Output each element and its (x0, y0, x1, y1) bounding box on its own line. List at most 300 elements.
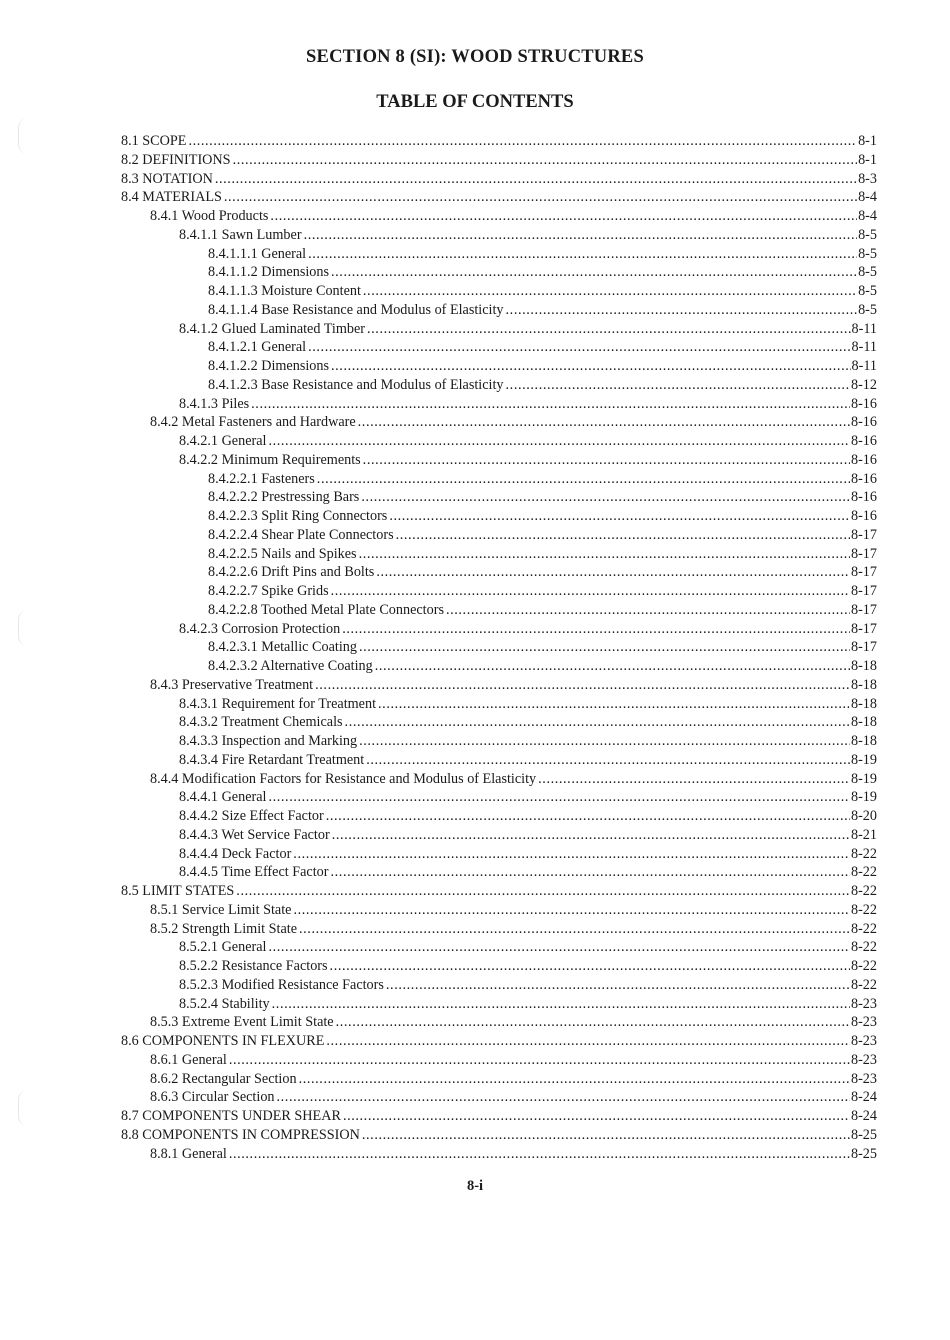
toc-entry[interactable] (121, 320, 877, 339)
toc-entry[interactable] (121, 151, 877, 170)
toc-entry-title (121, 657, 375, 676)
toc-entry-page: 8-23 (850, 995, 877, 1012)
dot-leader (363, 282, 857, 301)
toc-entry-label: LIMIT STATES (142, 883, 235, 899)
toc-entry[interactable] (121, 1126, 877, 1145)
dot-leader (326, 807, 850, 826)
toc-entry-title (121, 507, 389, 526)
toc-entry-number: 8.4.3 (150, 676, 179, 693)
dot-leader (326, 1032, 850, 1051)
toc-entry-label: General (181, 1051, 227, 1068)
toc-entry-label: General (221, 433, 267, 449)
toc-entry-number: 8.6 (121, 1033, 139, 1049)
toc-entry-number: 8.4.2.2.2 (208, 489, 258, 506)
toc-entry-number: 8.4.2.2.8 (208, 601, 258, 618)
toc-entry-number: 8.4.2.2.7 (208, 583, 258, 599)
toc-entry-page: 8-19 (850, 770, 877, 787)
dot-leader (224, 188, 857, 207)
toc-entry[interactable] (121, 1070, 877, 1089)
toc-entry-page: 8-22 (850, 920, 877, 937)
toc-entry[interactable] (121, 751, 877, 770)
toc-entry-label: COMPONENTS IN COMPRESSION (142, 1126, 360, 1143)
dot-leader (506, 301, 858, 320)
toc-entry-page: 8-19 (850, 789, 877, 806)
toc-entry[interactable] (121, 413, 877, 432)
toc-entry[interactable] (121, 638, 877, 657)
toc-entry-title (121, 901, 293, 920)
toc-entry[interactable] (121, 432, 877, 451)
toc-entry-number: 8.5.2.2 (179, 958, 219, 974)
toc-entry-title (121, 807, 326, 826)
toc-entry-label: Metal Fasteners and Hardware (181, 414, 356, 431)
toc-entry-title (121, 788, 268, 807)
toc-entry-page: 8-17 (850, 620, 877, 637)
toc-entry-number: 8.5.1 (150, 901, 179, 918)
toc-entry[interactable] (121, 563, 877, 582)
toc-entry[interactable] (121, 938, 877, 957)
toc-entry-number: 8.4.1 (150, 208, 179, 224)
toc-entry-title (121, 713, 345, 732)
dot-leader (293, 845, 850, 864)
toc-entry-label: Dimensions (261, 264, 329, 281)
toc-entry-label: NOTATION (142, 170, 213, 187)
toc-entry-label: Stability (221, 995, 270, 1012)
toc-entry-title (121, 338, 308, 357)
toc-entry[interactable] (121, 226, 877, 245)
dot-leader (251, 395, 850, 414)
toc-entry-title (121, 751, 366, 770)
toc-entry-label: COMPONENTS UNDER SHEAR (142, 1108, 341, 1124)
toc-entry-title (121, 301, 506, 320)
dot-leader (375, 657, 850, 676)
toc-entry-page: 8-24 (850, 1108, 877, 1124)
dot-leader (268, 938, 850, 957)
toc-entry-page: 8-20 (850, 808, 877, 824)
toc-entry-number: 8.5.2.3 (179, 976, 219, 993)
toc-entry-number: 8.4.3.1 (179, 695, 219, 712)
toc-entry-label: Deck Factor (221, 845, 292, 862)
toc-entry-number: 8.3 (121, 170, 139, 187)
toc-entry[interactable] (121, 620, 877, 639)
toc-entry-label: Extreme Event Limit State (181, 1014, 334, 1031)
toc-entry-page: 8-4 (858, 208, 877, 224)
toc-entry-number: 8.4.2.2.1 (208, 470, 258, 487)
toc-entry-page: 8-22 (850, 901, 877, 918)
dot-leader (331, 582, 850, 601)
toc-entry-page: 8-22 (850, 976, 877, 993)
toc-title: TABLE OF CONTENTS (376, 92, 574, 112)
toc-entry-label: Rectangular Section (181, 1070, 297, 1087)
toc-entry[interactable] (121, 282, 877, 301)
toc-entry-page: 8-18 (850, 695, 877, 712)
toc-entry-number: 8.6.1 (150, 1051, 179, 1068)
dot-leader (272, 995, 850, 1014)
toc-entry-page: 8-16 (850, 470, 877, 487)
toc-entry-title (121, 582, 331, 601)
toc-entry[interactable] (121, 470, 877, 489)
toc-entry-page: 8-22 (850, 939, 877, 956)
toc-entry[interactable] (121, 132, 877, 151)
toc-entry[interactable] (121, 1145, 877, 1164)
toc-entry-title (121, 863, 331, 882)
dot-leader (299, 920, 850, 939)
toc-entry[interactable] (121, 451, 877, 470)
dot-leader (270, 207, 857, 226)
toc-entry[interactable] (121, 807, 877, 826)
toc-entry-page: 8-21 (850, 826, 877, 843)
toc-entry-title (121, 1126, 362, 1145)
dot-leader (358, 413, 850, 432)
toc-entry-label: General (221, 789, 267, 806)
toc-entry-page: 8-16 (850, 414, 877, 431)
toc-entry-page: 8-11 (851, 358, 877, 374)
toc-entry-label: Base Resistance and Modulus of Elasticity (261, 301, 504, 318)
toc-entry[interactable] (121, 170, 877, 189)
toc-entry-title (121, 845, 293, 864)
toc-entry[interactable] (121, 207, 877, 226)
toc-entry-title (121, 488, 361, 507)
toc-entry-number: 8.4.3.4 (179, 751, 219, 768)
dot-leader (304, 226, 858, 245)
toc-entry[interactable] (121, 957, 877, 976)
toc-entry[interactable] (121, 732, 877, 751)
dot-leader (336, 1013, 850, 1032)
toc-entry-number: 8.4.2.1 (179, 433, 219, 449)
toc-entry-number: 8.4.4.4 (179, 845, 219, 862)
toc-entry-number: 8.7 (121, 1108, 139, 1124)
dot-leader (389, 507, 850, 526)
toc-entry-page: 8-24 (850, 1089, 877, 1106)
toc-entry-title (121, 1145, 229, 1164)
dot-leader (308, 338, 850, 357)
dot-leader (345, 713, 850, 732)
toc-entry-title (121, 432, 268, 451)
toc-entry-number: 8.5.2 (150, 920, 179, 937)
toc-entry-page: 8-25 (850, 1145, 877, 1162)
toc-entry-label: Sawn Lumber (221, 226, 302, 243)
toc-entry[interactable] (121, 545, 877, 564)
toc-entry[interactable] (121, 788, 877, 807)
dot-leader (332, 826, 850, 845)
table-of-contents (121, 132, 877, 1163)
toc-entry-label: Base Resistance and Modulus of Elasticity (261, 376, 504, 393)
toc-entry-title (121, 207, 270, 226)
toc-entry-page: 8-16 (850, 433, 877, 449)
toc-entry-title (121, 882, 236, 901)
toc-entry-page: 8-3 (858, 170, 877, 187)
toc-entry[interactable] (121, 1051, 877, 1070)
toc-entry-label: Wet Service Factor (221, 826, 330, 843)
toc-entry[interactable] (121, 976, 877, 995)
toc-entry-number: 8.4.1.2 (179, 320, 219, 337)
toc-entry-label: Glued Laminated Timber (221, 320, 365, 337)
toc-entry[interactable] (121, 770, 877, 789)
toc-entry[interactable] (121, 507, 877, 526)
toc-entry[interactable] (121, 1032, 877, 1051)
toc-entry-page: 8-17 (850, 639, 877, 656)
toc-entry-number: 8.6.3 (150, 1089, 179, 1106)
scan-artifact (18, 610, 29, 646)
toc-entry-title (121, 1088, 277, 1107)
dot-leader (359, 732, 850, 751)
toc-entry-number: 8.4.2.2.5 (208, 545, 258, 562)
toc-entry-page: 8-16 (850, 395, 877, 412)
dot-leader (446, 601, 850, 620)
toc-entry-number: 8.4.1.1 (179, 226, 219, 243)
toc-entry-page: 8-22 (850, 864, 877, 881)
toc-entry-number: 8.6.2 (150, 1070, 179, 1087)
dot-leader (188, 132, 857, 151)
toc-entry-label: Split Ring Connectors (261, 508, 388, 524)
toc-entry-page: 8-5 (858, 245, 877, 262)
toc-entry[interactable] (121, 901, 877, 920)
toc-entry-title (121, 245, 308, 264)
dot-leader (378, 695, 850, 714)
toc-entry-label: Drift Pins and Bolts (261, 564, 375, 581)
toc-entry-title (121, 638, 359, 657)
toc-entry-number: 8.4.2.3 (179, 620, 219, 637)
toc-entry-number: 8.4.3.2 (179, 714, 219, 731)
toc-entry-label: Moisture Content (261, 283, 361, 299)
toc-entry-page: 8-19 (850, 751, 877, 768)
toc-entry[interactable] (121, 301, 877, 320)
toc-entry-label: General (261, 245, 307, 262)
toc-entry-page: 8-22 (850, 958, 877, 974)
toc-entry-label: Wood Products (181, 208, 269, 224)
toc-entry-page: 8-11 (851, 320, 877, 337)
toc-entry-title (121, 676, 315, 695)
toc-entry-title (121, 282, 363, 301)
toc-entry-number: 8.5.3 (150, 1014, 179, 1031)
toc-entry-title (121, 770, 538, 789)
toc-entry-number: 8.4.2.2.4 (208, 526, 258, 543)
toc-entry-number: 8.4.1.2.2 (208, 358, 258, 374)
toc-entry-number: 8.5.2.4 (179, 995, 219, 1012)
toc-entry[interactable] (121, 882, 877, 901)
dot-leader (233, 151, 858, 170)
toc-entry-number: 8.4.1.1.4 (208, 301, 258, 318)
toc-entry-title (121, 695, 378, 714)
toc-entry-page: 8-5 (858, 226, 877, 243)
toc-entry-label: Alternative Coating (260, 658, 373, 674)
toc-entry[interactable] (121, 676, 877, 695)
toc-entry-label: SCOPE (142, 133, 187, 149)
toc-entry[interactable] (121, 188, 877, 207)
toc-entry-page: 8-17 (850, 526, 877, 543)
toc-entry-label: Shear Plate Connectors (261, 526, 394, 543)
toc-entry[interactable] (121, 713, 877, 732)
toc-entry-title (121, 1070, 299, 1089)
toc-entry[interactable] (121, 1013, 877, 1032)
toc-entry-page: 8-22 (850, 883, 877, 899)
toc-entry-title (121, 957, 330, 976)
toc-entry-page: 8-16 (850, 451, 877, 468)
toc-entry-number: 8.4.3.3 (179, 733, 219, 749)
dot-leader (215, 170, 857, 189)
toc-entry-title (121, 451, 363, 470)
toc-entry[interactable] (121, 995, 877, 1014)
toc-entry-label: Requirement for Treatment (221, 695, 377, 712)
dot-leader (331, 263, 857, 282)
dot-leader (330, 957, 850, 976)
toc-entry[interactable] (121, 1107, 877, 1126)
toc-entry[interactable] (121, 338, 877, 357)
toc-entry-label: Minimum Requirements (221, 451, 361, 468)
toc-entry-page: 8-18 (850, 658, 877, 674)
toc-entry-page: 8-23 (850, 1070, 877, 1087)
dot-leader (331, 357, 851, 376)
dot-leader (229, 1051, 850, 1070)
toc-entry-label: Inspection and Marking (221, 733, 358, 749)
dot-leader (506, 376, 850, 395)
toc-entry-label: Modification Factors for Resistance and Modulus of Elasticity (181, 770, 537, 787)
toc-entry-number: 8.1 (121, 133, 139, 149)
toc-entry-label: Nails and Spikes (261, 545, 357, 562)
toc-entry-label: General (181, 1145, 227, 1162)
toc-entry-label: Circular Section (181, 1089, 275, 1106)
toc-entry-label: Strength Limit State (181, 920, 297, 937)
toc-entry-label: General (261, 339, 307, 356)
toc-entry[interactable] (121, 245, 877, 264)
toc-entry-title (121, 188, 224, 207)
toc-entry-number: 8.4.2.3.1 (208, 639, 258, 656)
toc-entry[interactable] (121, 826, 877, 845)
section-title: SECTION 8 (SI): WOOD STRUCTURES (306, 47, 644, 67)
toc-entry-page: 8-11 (851, 339, 877, 356)
dot-leader (293, 901, 850, 920)
toc-entry[interactable] (121, 263, 877, 282)
toc-entry[interactable] (121, 526, 877, 545)
toc-entry-title (121, 320, 367, 339)
toc-entry-page: 8-4 (858, 189, 877, 206)
toc-entry-page: 8-17 (850, 583, 877, 599)
toc-entry-label: Time Effect Factor (221, 864, 329, 881)
toc-entry[interactable] (121, 863, 877, 882)
toc-entry-page: 8-1 (858, 151, 877, 168)
toc-entry-title (121, 151, 233, 170)
toc-entry-number: 8.5 (121, 883, 139, 899)
toc-entry[interactable] (121, 376, 877, 395)
toc-entry-label: MATERIALS (142, 189, 222, 206)
toc-entry-page: 8-17 (850, 545, 877, 562)
dot-leader (359, 545, 850, 564)
toc-entry-number: 8.4.2.2.6 (208, 564, 258, 581)
toc-entry[interactable] (121, 357, 877, 376)
toc-entry-page: 8-18 (850, 733, 877, 749)
toc-entry-page: 8-18 (850, 714, 877, 731)
toc-entry-label: COMPONENTS IN FLEXURE (142, 1033, 325, 1049)
toc-entry-label: Modified Resistance Factors (221, 976, 384, 993)
toc-entry-number: 8.4.1.3 (179, 395, 219, 412)
toc-entry-number: 8.4.1.2.1 (208, 339, 258, 356)
toc-entry-title (121, 938, 268, 957)
toc-entry-page: 8-12 (850, 376, 877, 393)
toc-entry-label: Prestressing Bars (261, 489, 360, 506)
toc-entry[interactable] (121, 601, 877, 620)
dot-leader (361, 488, 850, 507)
dot-leader (277, 1088, 850, 1107)
toc-entry-title (121, 395, 251, 414)
toc-entry-page: 8-5 (858, 283, 877, 299)
dot-leader (343, 1107, 850, 1126)
toc-entry-number: 8.2 (121, 151, 139, 168)
toc-entry[interactable] (121, 695, 877, 714)
scan-artifact (18, 118, 29, 154)
dot-leader (538, 770, 850, 789)
toc-entry-title (121, 1013, 336, 1032)
toc-entry-label: Piles (221, 395, 250, 412)
scan-artifact (18, 1090, 29, 1126)
toc-entry-title (121, 526, 396, 545)
toc-entry-label: Resistance Factors (221, 958, 328, 974)
toc-entry-title (121, 170, 215, 189)
toc-entry-number: 8.8.1 (150, 1145, 179, 1162)
toc-entry-label: Toothed Metal Plate Connectors (260, 601, 444, 618)
dot-leader (386, 976, 850, 995)
toc-entry-label: Fasteners (261, 470, 315, 487)
toc-entry-title (121, 920, 299, 939)
dot-leader (268, 788, 850, 807)
toc-entry-page: 8-17 (850, 601, 877, 618)
toc-entry-title (121, 1051, 229, 1070)
dot-leader (299, 1070, 850, 1089)
toc-entry-title (121, 976, 386, 995)
dot-leader (376, 563, 850, 582)
toc-entry-number: 8.4 (121, 189, 139, 206)
toc-entry-title (121, 563, 376, 582)
toc-entry-label: Preservative Treatment (181, 676, 314, 693)
toc-entry-title (121, 263, 331, 282)
toc-entry[interactable] (121, 657, 877, 676)
toc-entry-number: 8.4.1.1.1 (208, 245, 258, 262)
toc-entry-number: 8.8 (121, 1126, 139, 1143)
toc-entry-page: 8-22 (850, 845, 877, 862)
toc-entry-page: 8-25 (850, 1126, 877, 1143)
dot-leader (268, 432, 850, 451)
dot-leader (396, 526, 850, 545)
toc-entry-title (121, 226, 304, 245)
toc-entry-label: General (221, 939, 267, 956)
toc-entry-title (121, 995, 272, 1014)
toc-entry-page: 8-16 (850, 508, 877, 524)
toc-entry-number: 8.4.1.1.3 (208, 283, 258, 299)
toc-entry-title (121, 545, 359, 564)
dot-leader (315, 676, 850, 695)
toc-entry[interactable] (121, 1088, 877, 1107)
page-number: 8-i (466, 1178, 484, 1194)
toc-entry-title (121, 1107, 343, 1126)
toc-entry-label: Treatment Chemicals (221, 714, 343, 731)
toc-entry-title (121, 732, 359, 751)
dot-leader (366, 751, 850, 770)
toc-entry-title (121, 413, 358, 432)
toc-entry-number: 8.4.1.2.3 (208, 376, 258, 393)
dot-leader (317, 470, 850, 489)
toc-entry-number: 8.4.1.1.2 (208, 264, 258, 281)
toc-entry-label: DEFINITIONS (142, 151, 231, 168)
toc-entry[interactable] (121, 395, 877, 414)
toc-entry[interactable] (121, 488, 877, 507)
dot-leader (363, 451, 850, 470)
toc-entry[interactable] (121, 582, 877, 601)
toc-entry[interactable] (121, 920, 877, 939)
dot-leader (362, 1126, 850, 1145)
dot-leader (236, 882, 850, 901)
toc-entry-page: 8-16 (850, 489, 877, 506)
toc-entry-label: Metallic Coating (261, 639, 357, 656)
toc-entry-title (121, 1032, 326, 1051)
toc-entry[interactable] (121, 845, 877, 864)
